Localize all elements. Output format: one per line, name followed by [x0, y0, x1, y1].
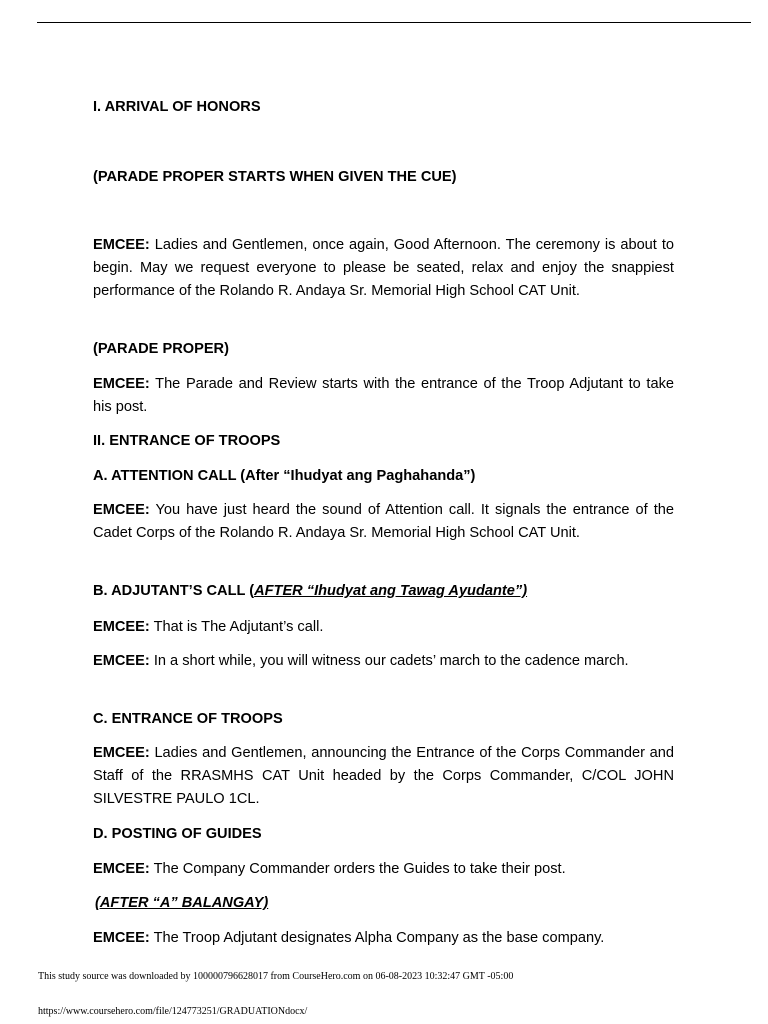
download-notice: This study source was downloaded by 100000796628017 from CourseHero.com on 06-08-2023 10:32:47 GMT -05:00 [38, 971, 514, 982]
emcee-label: EMCEE: [93, 745, 150, 761]
paragraph-emcee-parade-review [93, 373, 674, 419]
emcee-label: EMCEE: [93, 502, 150, 518]
paragraph-emcee-cadence-march [93, 650, 674, 673]
emcee-label: EMCEE: [93, 653, 150, 669]
adjutant-call-cue-link[interactable]: AFTER “Ihudyat ang Tawag Ayudante”) [254, 583, 528, 599]
heading-prefix: B. ADJUTANT’S CALL ( [93, 583, 255, 599]
paragraph-text: The Company Commander orders the Guides to take their post. [153, 861, 566, 877]
emcee-label: EMCEE: [93, 930, 150, 946]
paragraph-text: In a short while, you will witness our cadets’ march to the cadence march. [153, 653, 629, 669]
after-balangay-cue [95, 892, 676, 915]
paragraph-text: The Parade and Review starts with the entrance of the Troop Adjutant to take his post. [93, 376, 674, 415]
paragraph-text: You have just heard the sound of Attention call. It signals the entrance of the Cadet Corps of the Rolando R. Andaya Sr. Memorial High School CAT Unit. [93, 502, 674, 541]
parade-proper-note: (PARADE PROPER) [93, 341, 229, 357]
paragraph-emcee-attention-call [93, 499, 674, 545]
paragraph-emcee-adjutant [93, 616, 674, 639]
heading-c-entrance-of-troops: C. ENTRANCE OF TROOPS [93, 711, 283, 727]
paragraph-text: The Troop Adjutant designates Alpha Company as the base company. [153, 930, 605, 946]
after-balangay-link[interactable]: (AFTER “A” BALANGAY) [95, 895, 269, 911]
parade-cue-note: (PARADE PROPER STARTS WHEN GIVEN THE CUE) [93, 169, 457, 185]
paragraph-text: Ladies and Gentlemen, announcing the Entrance of the Corps Commander and Staff of the RRASMHS CAT Unit headed by the Corps Commander, C/COL JOHN SILVESTRE PAULO 1CL. [93, 745, 674, 807]
emcee-label: EMCEE: [93, 861, 150, 877]
source-url-link[interactable]: https://www.coursehero.com/file/124773251/GRADUATIONdocx/ [38, 1006, 308, 1017]
paragraph-text: Ladies and Gentlemen, once again, Good Afternoon. The ceremony is about to begin. May we request everyone to please be seated, relax and enjoy the snappiest performance of the Rolando R. Andaya Sr. Memorial High School CAT Unit. [93, 237, 674, 299]
paragraph-emcee-guides [93, 858, 674, 881]
heading-arrival-of-honors: I. ARRIVAL OF HONORS [93, 99, 261, 115]
heading-posting-of-guides: D. POSTING OF GUIDES [93, 826, 262, 842]
paragraph-emcee-welcome [93, 234, 674, 303]
paragraph-emcee-corps-commander [93, 742, 674, 811]
paragraph-text: That is The Adjutant’s call. [153, 619, 324, 635]
emcee-label: EMCEE: [93, 376, 150, 392]
emcee-label: EMCEE: [93, 619, 150, 635]
emcee-label: EMCEE: [93, 237, 150, 253]
top-rule [37, 22, 751, 23]
heading-attention-call: A. ATTENTION CALL (After “Ihudyat ang Paghahanda”) [93, 468, 476, 484]
heading-adjutants-call [93, 580, 674, 603]
heading-entrance-of-troops: II. ENTRANCE OF TROOPS [93, 433, 281, 449]
paragraph-emcee-base-company [93, 927, 674, 950]
